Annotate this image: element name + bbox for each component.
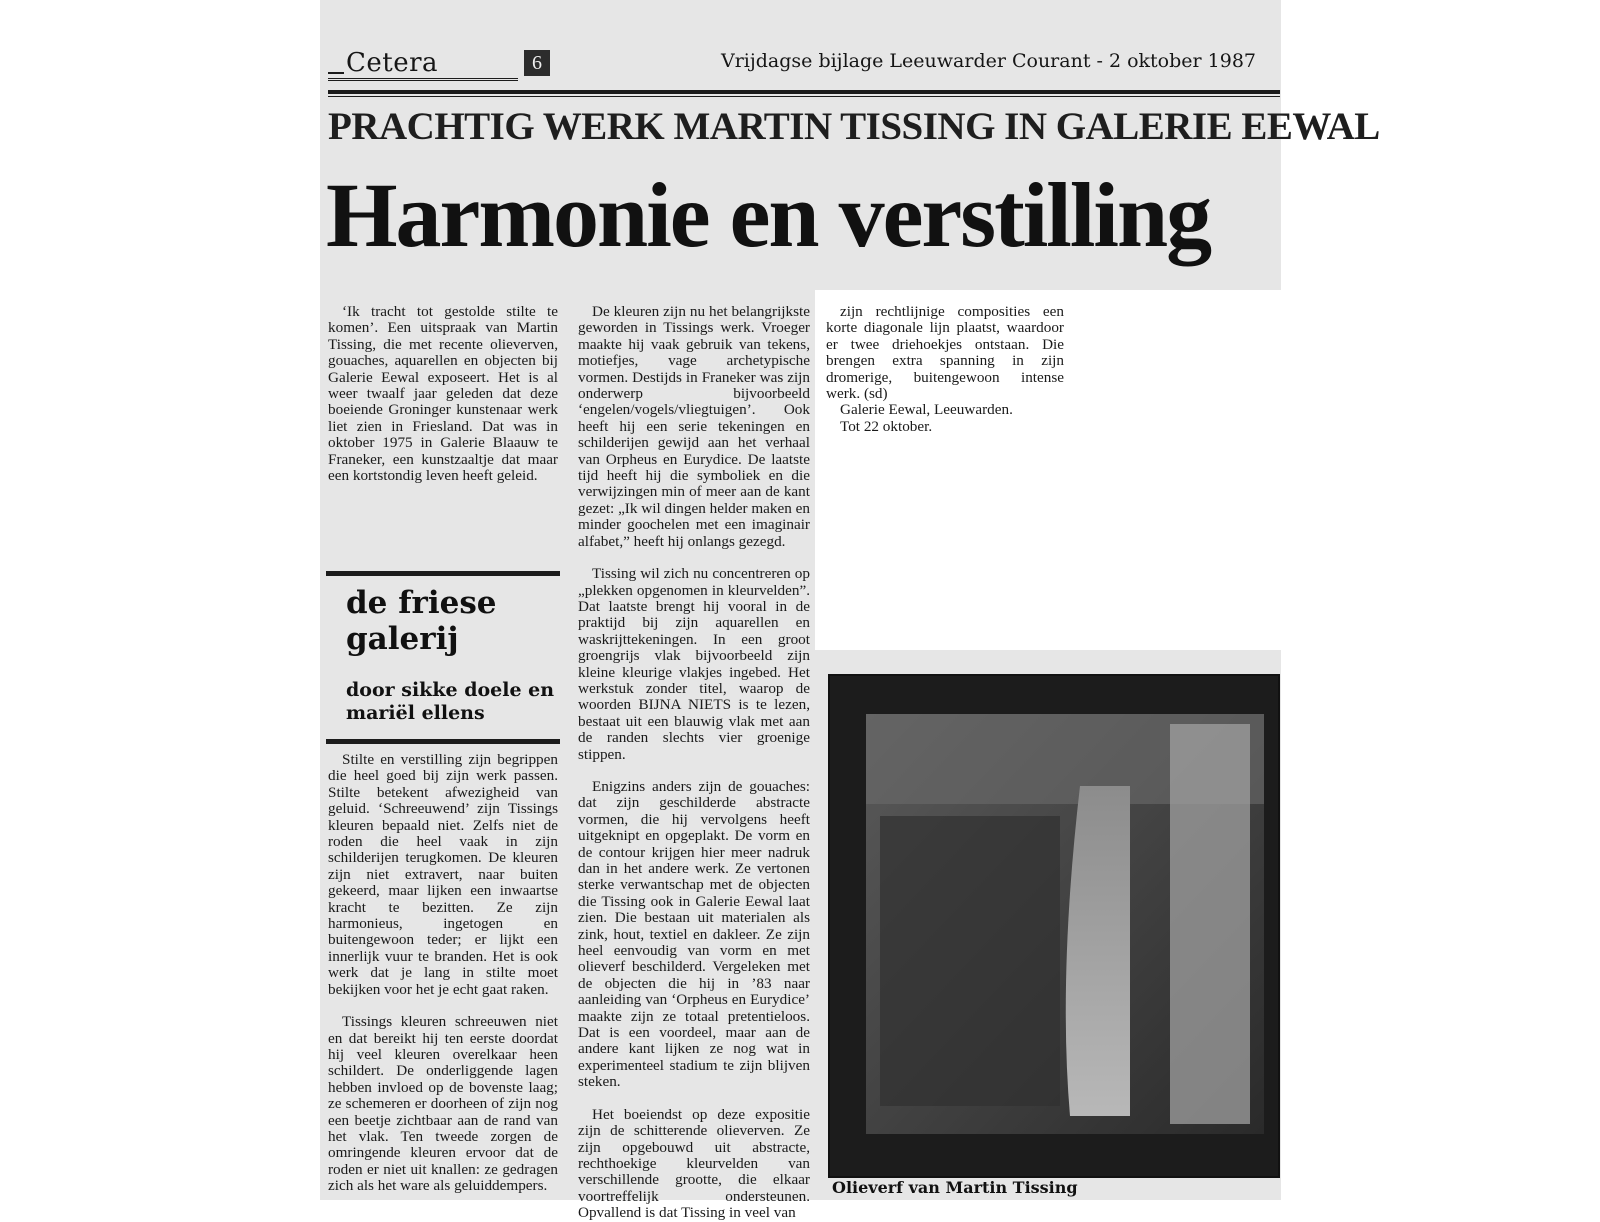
painting-photo [828,674,1280,1178]
header-rule [328,90,1280,94]
painting-image [830,676,1278,1176]
byline-rule-bottom [326,739,560,744]
paragraph: Stilte en verstilling zijn begrippen die heel goed bij zijn werk passen. Stilte betekent afwezigheid van geluid. ‘Schreeuwend’ zijn Tissings kleuren bepaald niet. Zelfs niet de roden die heel vaak in zijn schilderijen terugkomen. De kleuren zijn niet extravert, naar buiten gekeerd, maar lijken een inwaartse kracht te bezitten. Ze zijn harmonieus, ingetogen en buitengewoon teder; er lijkt een innerlijk vuur te branden. Het is ook werk dat je lang in stilte moet bekijken voor het je echt gaat raken. [328,751,558,998]
column-3 [826,304,1064,435]
paragraph: Tissings kleuren schreeuwen niet en dat bereikt hij ten eerste doordat hij veel kleuren overelkaar heen schildert. De onderliggende lagen hebben invloed op de bovenste laag; ze schemeren er doorheen of zijn nog een beetje zichtbaar aan de rand van het vlak. Ten tweede zorgen de omringende kleuren ervoor dat de roden er niet uit knallen: ze gedragen zich als het ware als geluiddempers. [328,1013,558,1195]
paragraph: Het boeiendst op deze expositie zijn de schitterende olieverven. Ze zijn opgebouwd uit abstracte, rechthoekige kleurvelden van verschillende grootte, die elkaar voortreffelijk ondersteunen. Opvallend is dat Tissing in veel van [578,1105,810,1222]
paragraph: De kleuren zijn nu het belangrijkste geworden in Tissings werk. Vroeger maakte hij vaak gebruik van tekens, motiefjes, vage archetypische vormen. Destijds in Franeker was zijn onderwerp bijvoorbeeld ‘engelen/vogels/vliegtuigen’. Ook heeft hij een serie tekeningen en schilderijen gewijd aan het verhaal van Orpheus en Eurydice. De laatste tijd heeft hij die symboliek en die verwijzingen min of meer aan de kant gezet: „Ik wil dingen helder maken en minder goochelen met een imaginair alfabet,” heeft hij onlangs gezegd. [578,303,810,550]
section-rule [328,72,344,74]
section-label: Cetera [346,48,439,78]
paragraph: Tot 22 oktober. [840,417,933,435]
column-2 [578,304,810,1222]
headline: Harmonie en verstilling [326,164,1211,266]
paragraph: Galerie Eewal, Leeuwarden. [840,401,1013,419]
byline: door sikke doele en mariël ellens [346,679,555,724]
kicker-headline: PRACHTIG WERK MARTIN TISSING IN GALERIE EEWAL [328,105,1380,148]
column-name: de friese galerij [346,585,497,657]
column-1-bottom [328,752,558,1195]
column-1-top [328,304,558,484]
byline-box [326,571,560,743]
paragraph: ‘Ik tracht tot gestolde stilte te komen’. Een uitspraak van Martin Tissing, die met recente olieverven, gouaches, aquarellen en objecten bij Galerie Eewal exposeert. Het is al weer twaalf jaar geleden dat deze boeiende Groninger kunstenaar werk liet zien in Friesland. Dat was in oktober 1975 in Galerie Blaauw te Franeker, een kunstzaaltje dat maar een kortstondig leven heeft geleid. [328,303,558,485]
byline-rule-top [326,571,560,576]
masthead [328,46,1268,86]
page-number: 6 [524,50,550,76]
paragraph: Enigzins anders zijn de gouaches: dat zijn geschilderde abstracte vormen, die hij vervolgens heeft uitgeknipt en opgeplakt. De vorm en de contour krijgen hier meer nadruk dan in het andere werk. Ze vertonen sterke verwantschap met de objecten die Tissing ook in Galerie Eewal laat zien. Die bestaan uit materialen als zink, hout, textiel en dakleer. Ze zijn heel eenvoudig van vorm en met olieverf beschilderd. Vergeleken met de objecten die hij in ’83 naar aanleiding van ‘Orpheus en Eurydice’ maakte zijn ze totaal pretentieloos. Dat is een voordeel, maar aan de andere kant lijken ze nog wat in experimenteel stadium te zijn blijven steken. [578,777,810,1091]
section-banner [328,48,518,81]
photo-caption: Olieverf van Martin Tissing [832,1178,1078,1197]
paragraph: Tissing wil zich nu concentreren op „plekken opgenomen in kleurvelden”. Dat laatste brengt hij vooral in de praktijd bij zijn aquarellen en waskrijttekeningen. In een groot groengrijs vlak bijvoorbeeld zijn kleine kleurige vlakjes ingebed. Het werkstuk zonder titel, waarop de woorden BIJNA NIETS is te lezen, bestaat uit een blauwig vlak met aan de randen slechts vier groenige stippen. [578,565,810,763]
issue-line: Vrijdagse bijlage Leeuwarder Courant - 2 oktober 1987 [720,50,1256,72]
header-rule-thin [328,96,1280,97]
paragraph: zijn rechtlijnige composities een korte diagonale lijn plaatst, waardoor er twee driehoekjes ontstaan. Die brengen extra spanning in zijn dromerige, buitengewoon intense werk. (sd) [826,303,1064,403]
